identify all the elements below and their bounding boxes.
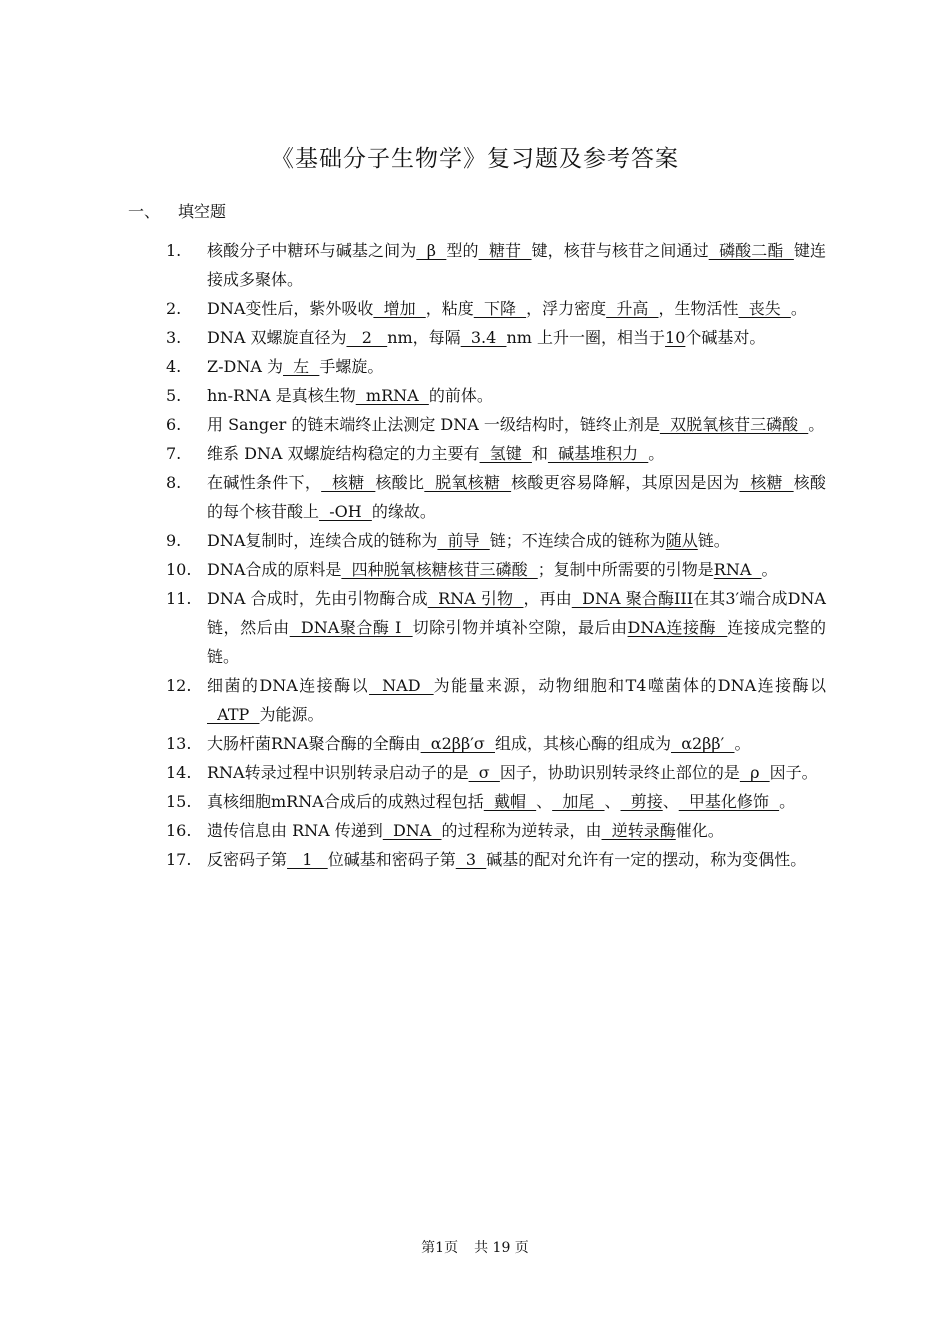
answer-blank: 1 xyxy=(287,850,328,869)
question-text: 大肠杆菌RNA聚合酶的全酶由 xyxy=(207,734,421,753)
answer-blank: 10 xyxy=(665,328,686,347)
question-text: 手螺旋。 xyxy=(319,357,384,376)
question-number: 8. xyxy=(166,473,182,492)
answer-blank: α2ββ′ xyxy=(671,734,735,753)
question-text: 核酸更容易降解，其原因是因为 xyxy=(511,473,740,492)
question-item xyxy=(166,526,826,555)
question-text: 组成，其核心酶的组成为 xyxy=(495,734,672,753)
question-text: ，粘度 xyxy=(425,299,474,318)
question-text: 。 xyxy=(761,560,778,579)
answer-blank: 剪接 xyxy=(620,792,663,811)
answer-blank: DNA xyxy=(382,821,442,840)
question-item xyxy=(166,787,826,816)
question-text: DNA 合成时，先由引物酶合成 xyxy=(207,589,428,608)
answer-blank: ATP xyxy=(207,705,260,724)
question-text: DNA变性后，紫外吸收 xyxy=(207,299,374,318)
question-text: 反密码子第 xyxy=(207,850,288,869)
answer-blank: 糖苷 xyxy=(478,241,532,260)
answer-blank: 左 xyxy=(283,357,320,376)
question-text: 链。 xyxy=(697,531,730,550)
question-text: 、 xyxy=(536,792,553,811)
question-text: 连接成完整的链。 xyxy=(207,618,826,666)
page-number: 第1页 xyxy=(421,1240,459,1256)
page-total: 共 19 页 xyxy=(474,1240,529,1256)
question-text: nm 上升一圈，相当于 xyxy=(506,328,666,347)
question-text: 。 xyxy=(734,734,751,753)
answer-blank: RNA 引物 xyxy=(427,589,524,608)
question-number: 1. xyxy=(166,241,182,260)
answer-blank: 下降 xyxy=(473,299,527,318)
answer-blank: β xyxy=(416,241,447,260)
answer-blank: RNA xyxy=(713,560,762,579)
question-text: RNA转录过程中识别转录启动子的是 xyxy=(207,763,469,782)
answer-blank: -OH xyxy=(319,502,372,521)
question-text: 在其3′端合成DNA链，然后由 xyxy=(207,589,826,637)
question-number: 14. xyxy=(166,763,192,782)
question-text: DNA合成的原料是 xyxy=(207,560,342,579)
question-text: hn-RNA 是真核生物 xyxy=(207,386,356,405)
question-text: 链；不连续合成的链称为 xyxy=(489,531,666,550)
question-list xyxy=(166,236,826,874)
section-number: 一、 xyxy=(128,202,161,221)
question-item xyxy=(166,584,826,671)
answer-blank: 丧失 xyxy=(738,299,791,318)
answer-blank: σ xyxy=(468,763,500,782)
question-text: 因子。 xyxy=(769,763,818,782)
answer-blank: 核糖 xyxy=(739,473,794,492)
answer-blank: 前导 xyxy=(437,531,490,550)
answer-blank: 3 xyxy=(455,850,487,869)
question-text: 的前体。 xyxy=(428,386,493,405)
question-text: 在碱性条件下， xyxy=(207,473,322,492)
question-text: ，浮力密度 xyxy=(526,299,607,318)
answer-blank: ρ xyxy=(739,763,770,782)
answer-blank: mRNA xyxy=(355,386,429,405)
question-text: 为能量来源，动物细胞和T4噬菌体的DNA连接酶以 xyxy=(433,676,826,695)
question-number: 7. xyxy=(166,444,182,463)
question-text: 个碱基对。 xyxy=(685,328,766,347)
question-text: 核酸的每个核苷酸上 xyxy=(207,473,826,521)
question-text: 。 xyxy=(779,792,796,811)
question-item xyxy=(166,236,826,294)
answer-blank: 增加 xyxy=(373,299,426,318)
answer-blank: DNA连接酶 xyxy=(627,618,728,637)
question-number: 6. xyxy=(166,415,182,434)
question-item xyxy=(166,410,826,439)
answer-blank: 3.4 xyxy=(460,328,507,347)
question-number: 12. xyxy=(166,676,192,695)
question-text: DNA 双螺旋直径为 xyxy=(207,328,347,347)
answer-blank: 碱基堆积力 xyxy=(547,444,649,463)
answer-blank: DNA 聚合酶III xyxy=(571,589,694,608)
question-number: 5. xyxy=(166,386,182,405)
page-footer xyxy=(0,1237,950,1257)
question-item xyxy=(166,555,826,584)
question-item xyxy=(166,352,826,381)
answer-blank: 逆转录酶 xyxy=(601,821,676,840)
question-text: 、 xyxy=(662,792,679,811)
question-text: 。 xyxy=(808,415,825,434)
question-text: ，生物活性 xyxy=(658,299,739,318)
question-number: 4. xyxy=(166,357,182,376)
question-text: 因子，协助识别转录终止部位的是 xyxy=(499,763,740,782)
question-number: 10. xyxy=(166,560,192,579)
question-number: 9. xyxy=(166,531,182,550)
answer-blank: 随从 xyxy=(665,531,698,550)
question-text: 、 xyxy=(604,792,621,811)
answer-blank: 氢键 xyxy=(479,444,532,463)
answer-blank: 2 xyxy=(346,328,388,347)
question-text: 为能源。 xyxy=(259,705,324,724)
question-number: 2. xyxy=(166,299,182,318)
question-text: 的缘故。 xyxy=(371,502,436,521)
question-item xyxy=(166,294,826,323)
question-text: 遗传信息由 RNA 传递到 xyxy=(207,821,383,840)
question-text: 核酸比 xyxy=(375,473,425,492)
question-number: 16. xyxy=(166,821,192,840)
answer-blank: DNA聚合酶 I xyxy=(289,618,413,637)
question-number: 17. xyxy=(166,850,192,869)
question-text: 和 xyxy=(531,444,548,463)
question-text: 键连接成多聚体。 xyxy=(207,241,826,289)
section-label: 填空题 xyxy=(178,202,227,221)
question-number: 11. xyxy=(166,589,192,608)
question-text: 。 xyxy=(648,444,665,463)
question-text: 位碱基和密码子第 xyxy=(327,850,456,869)
question-text: Z-DNA 为 xyxy=(207,357,283,376)
question-text: 的过程称为逆转录，由 xyxy=(441,821,602,840)
section-heading xyxy=(128,199,226,222)
question-item xyxy=(166,816,826,845)
question-text: ；复制中所需要的引物是 xyxy=(537,560,714,579)
question-text: 催化。 xyxy=(675,821,724,840)
answer-blank: 核糖 xyxy=(321,473,376,492)
question-text: 细菌的DNA连接酶以 xyxy=(207,676,370,695)
answer-blank: 磷酸二酯 xyxy=(708,241,794,260)
question-text: 真核细胞mRNA合成后的成熟过程包括 xyxy=(207,792,484,811)
document-title: 《基础分子生物学》复习题及参考答案 xyxy=(271,146,679,172)
question-number: 3. xyxy=(166,328,182,347)
question-item xyxy=(166,381,826,410)
answer-blank: 甲基化修饰 xyxy=(678,792,780,811)
question-text: DNA复制时，连续合成的链称为 xyxy=(207,531,438,550)
question-text: 。 xyxy=(790,299,807,318)
question-text: 核酸分子中糖环与碱基之间为 xyxy=(207,241,417,260)
question-text: 维系 DNA 双螺旋结构稳定的力主要有 xyxy=(207,444,480,463)
question-text: 用 Sanger 的链末端终止法测定 DNA 一级结构时，链终止剂是 xyxy=(207,415,660,434)
question-item xyxy=(166,758,826,787)
question-item xyxy=(166,845,826,874)
question-item xyxy=(166,323,826,352)
question-text: 键，核苷与核苷之间通过 xyxy=(531,241,709,260)
question-text: 型的 xyxy=(446,241,479,260)
question-item xyxy=(166,468,826,526)
question-number: 13. xyxy=(166,734,192,753)
answer-blank: 升高 xyxy=(606,299,659,318)
question-text: nm，每隔 xyxy=(387,328,461,347)
answer-blank: 双脱氧核苷三磷酸 xyxy=(659,415,809,434)
question-text: 碱基的配对允许有一定的摆动，称为变偶性。 xyxy=(486,850,807,869)
question-item xyxy=(166,671,826,729)
answer-blank: 加尾 xyxy=(552,792,605,811)
question-text: 切除引物并填补空隙，最后由 xyxy=(412,618,628,637)
answer-blank: 戴帽 xyxy=(483,792,537,811)
answer-blank: 四种脱氧核糖核苷三磷酸 xyxy=(341,560,538,579)
answer-blank: 脱氧核糖 xyxy=(424,473,512,492)
question-text: ，再由 xyxy=(523,589,572,608)
answer-blank: NAD xyxy=(369,676,434,695)
question-item xyxy=(166,439,826,468)
question-number: 15. xyxy=(166,792,192,811)
question-item xyxy=(166,729,826,758)
answer-blank: α2ββ′σ xyxy=(420,734,495,753)
